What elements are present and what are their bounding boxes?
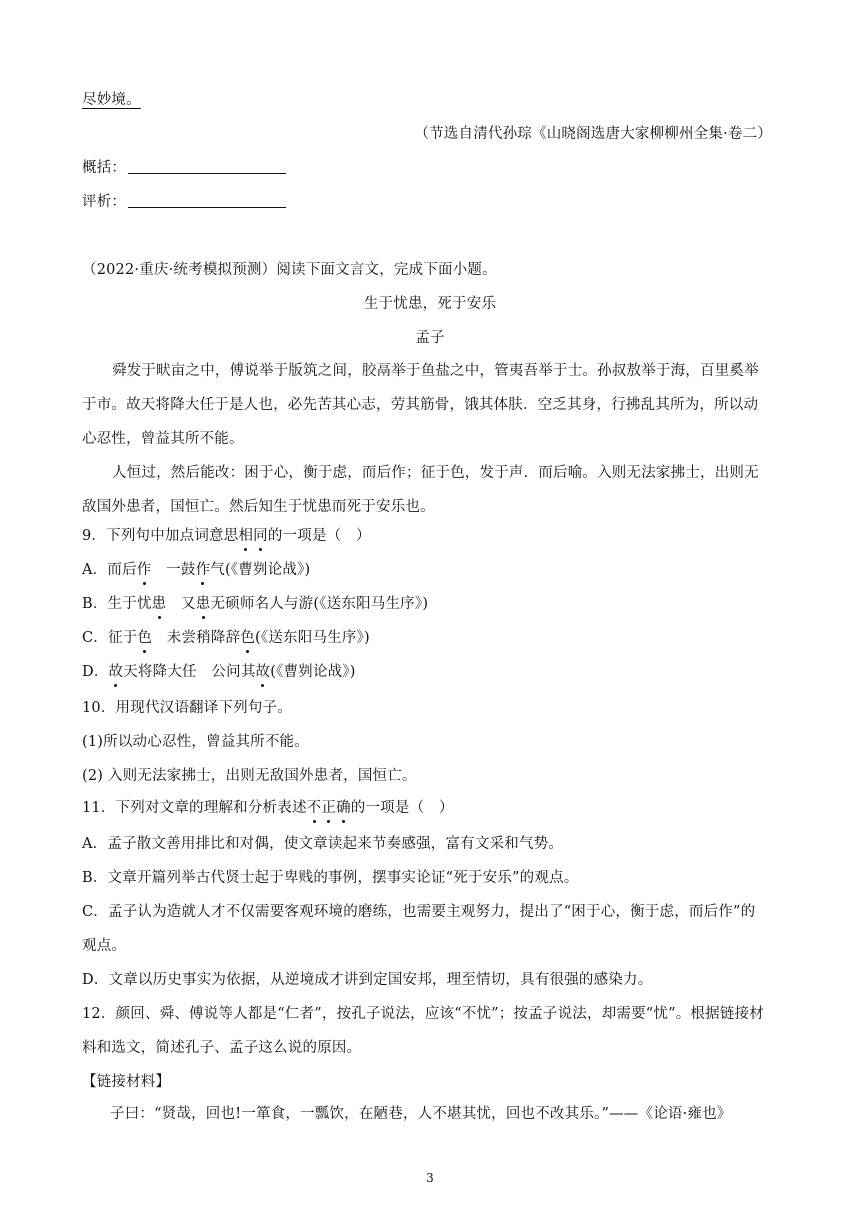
emphasis-char: 色: [240, 630, 256, 646]
passage-line: 于市。故天将降大任于是人也，必先苦其心志，劳其筋骨，饿其体肤．空乏其身，行拂乱其所为，所以动: [82, 397, 759, 413]
passage-line: 敌国外患者，国恒亡。然后知生于忧患而死于安乐也。: [82, 499, 435, 515]
emphasis-char: 色: [137, 630, 153, 646]
link-material-label: 【链接材料】: [82, 1074, 171, 1090]
option-text: D．: [82, 664, 109, 680]
q9-stem-text: 的一项是（ ）: [267, 528, 371, 544]
q9-option-d[interactable]: [82, 662, 356, 682]
emphasis-char: 不: [306, 800, 322, 816]
emphasis-char: 正: [321, 800, 337, 816]
option-text: 无硕师名人与游(《送东阳马生序》): [210, 596, 429, 612]
emphasis-char: 故: [255, 664, 271, 680]
summary-line: [82, 158, 286, 178]
q10-sentence-2: (2) 入则无法家拂士，出则无敌国外患者，国恒亡。: [82, 768, 417, 784]
q11-option-b[interactable]: B．文章开篇列举古代贤士起于卑贱的事例，摆事实论证“死于安乐”的观点。: [82, 870, 579, 886]
emphasis-char: 同: [253, 528, 268, 544]
emphasis-char: 相: [238, 528, 254, 544]
passage-line: 心忍性，曾益其所不能。: [82, 431, 244, 447]
option-text: C．征于: [82, 630, 138, 646]
option-text: (《曹刿论战》): [270, 664, 356, 680]
option-text: (《送东阳马生序》): [255, 630, 370, 646]
q11-option-d[interactable]: D．文章以历史事实为依据，从逆境成才讲到定国安邦，理至情切，具有很强的感染力。: [82, 972, 653, 988]
emphasis-char: 确: [336, 800, 351, 816]
q11-stem-text: 的一项是（ ）: [350, 800, 454, 816]
q10-sentence-1: (1)所以动心忍性，曾益其所不能。: [82, 734, 309, 750]
link-material-text: 子曰：“贤哉，回也!一箪食，一瓢饮，在陋巷，人不堪其忧，回也不改其乐。”——《论语·雍也》: [110, 1106, 732, 1122]
q9-option-b[interactable]: [82, 594, 428, 614]
emphasis-char: 作: [195, 562, 211, 578]
option-text: 天将降大任 公问其: [123, 664, 256, 680]
q11-stem-text: 11．下列对文章的理解和分析表述: [82, 800, 307, 816]
option-text: 未尝稍降辞: [152, 630, 241, 646]
passage-author: 孟子: [415, 330, 445, 346]
emphasis-char: 故: [108, 664, 124, 680]
q11-stem: [82, 798, 454, 818]
emphasis-char: 患: [151, 596, 167, 612]
comment-blank[interactable]: [128, 193, 286, 208]
prev-passage-source: （节选自清代孙琮《山晓阁选唐大家柳柳州全集·卷二）: [414, 126, 772, 142]
prev-passage-tail: 尽妙境。: [82, 92, 141, 108]
q11-option-c-cont: 观点。: [82, 938, 127, 954]
passage-line: 人恒过，然后能改：困于心，衡于虑，而后作；征于色，发于声．而后喻。入则无法家拂士，出则无: [112, 465, 759, 481]
q11-option-a[interactable]: A．孟子散文善用排比和对偶，使文章读起来节奏感强，富有文采和气势。: [82, 836, 564, 852]
section-intro: （2022·重庆·统考模拟预测）阅读下面文言文，完成下面小题。: [82, 262, 497, 278]
passage-line: 舜发于畎亩之中，傅说举于版筑之间，胶鬲举于鱼盐之中，管夷吾举于士。孙叔敖举于海，百里奚举: [112, 363, 759, 379]
q11-option-c[interactable]: C．孟子认为造就人才不仅需要客观环境的磨练，也需要主观努力，提出了“困于心，衡于虑，而后作”的: [82, 904, 756, 920]
summary-label: 概括：: [82, 160, 127, 176]
q10-stem: 10．用现代汉语翻译下列句子。: [82, 700, 292, 716]
q12-stem-cont: 料和选文，简述孔子、孟子这么说的原因。: [82, 1040, 362, 1056]
emphasis-char: 作: [136, 562, 152, 578]
page-number: 3: [426, 1171, 434, 1185]
emphasis-char: 患: [195, 596, 211, 612]
q9-stem: [82, 526, 371, 546]
q12-stem: 12．颜回、舜、傅说等人都是“仁者”，按孔子说法，应该“不忧”；按孟子说法，却需要“忧”。根据链接材: [82, 1006, 764, 1022]
summary-blank[interactable]: [128, 159, 286, 174]
q9-option-c[interactable]: [82, 628, 370, 648]
q9-option-a[interactable]: [82, 560, 310, 580]
option-text: 又: [166, 596, 196, 612]
option-text: 气(《曹刿论战》): [210, 562, 311, 578]
q9-stem-text: 9．下列句中加点词意思: [82, 528, 239, 544]
comment-label: 评析：: [82, 194, 127, 210]
option-text: 一鼓: [151, 562, 196, 578]
passage-title: 生于忧患，死于安乐: [363, 296, 497, 312]
option-text: B．生于忧: [82, 596, 152, 612]
option-text: A．而后: [82, 562, 137, 578]
comment-line: [82, 192, 286, 212]
